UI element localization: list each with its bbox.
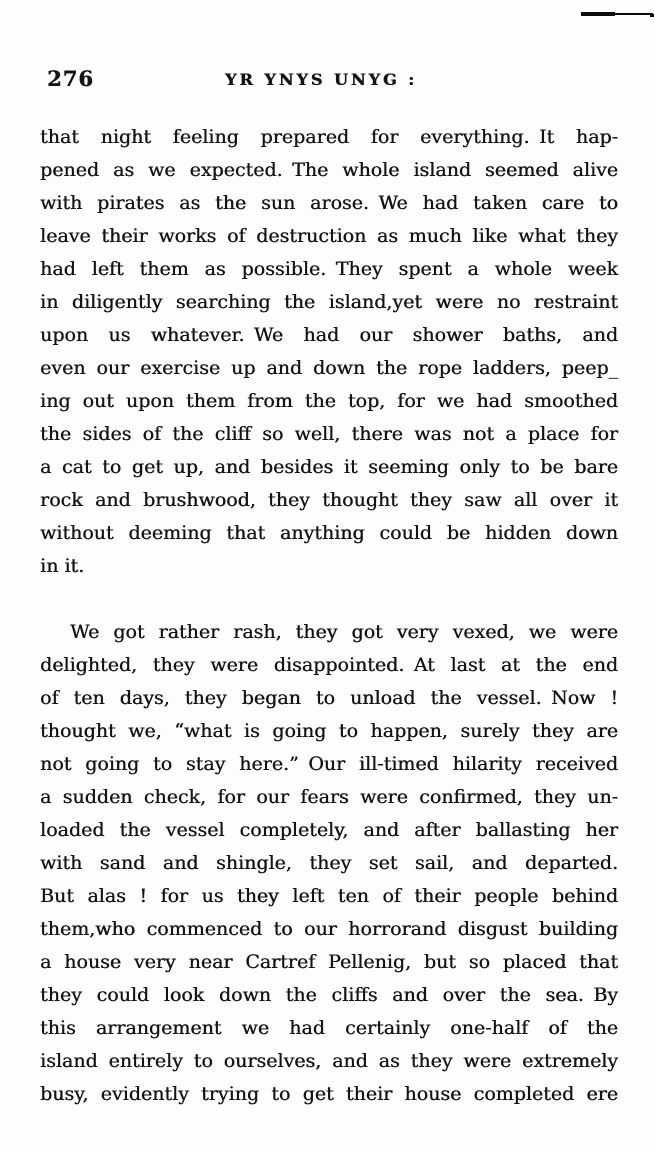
text-line: rock and brushwood, they thought they saw all over it (40, 489, 618, 511)
text-line: thought we, “what is going to happen, surely they are (40, 720, 618, 742)
text-line: We got rather rash, they got very vexed, we were (70, 621, 618, 643)
text-line: not going to stay here.” Our ill-timed hilarity received (40, 753, 618, 775)
text-line: the sides of the cliff so well, there was not a place for (40, 423, 618, 445)
text-line: with sand and shingle, they set sail, and departed. (40, 852, 618, 874)
text-line: island entirely to ourselves, and as they were extremely (40, 1050, 618, 1072)
text-line: with pirates as the sun arose. We had taken care to (40, 192, 618, 214)
text-line: that night feeling prepared for everything. It hap- (40, 126, 618, 148)
text-line: without deeming that anything could be hidden down (40, 522, 618, 544)
text-line: of ten days, they began to unload the vessel. Now ! (40, 687, 618, 709)
text-line: a sudden check, for our fears were confirmed, they un- (40, 786, 618, 808)
scan-artifact-line (581, 11, 655, 19)
text-line: leave their works of destruction as much like what they (40, 225, 618, 247)
text-line: in it. (40, 555, 85, 577)
text-line: they could look down the cliffs and over the sea. By (40, 984, 618, 1006)
paragraph-1 (40, 121, 618, 583)
text-line: pened as we expected. The whole island seemed alive (40, 159, 618, 181)
text-line: had left them as possible. They spent a whole week (40, 258, 618, 280)
text-line: in diligently searching the island,yet were no restraint (40, 291, 618, 313)
text-line: delighted, they were disappointed. At last at the end (40, 654, 618, 676)
scan-artifact-segment (609, 13, 653, 15)
text-line: a cat to get up, and besides it seeming only to be bare (40, 456, 618, 478)
text-line: them,who commenced to our horrorand disgust building (40, 918, 618, 940)
scan-artifact-segment (650, 14, 654, 17)
page-body (40, 121, 618, 1111)
text-line: loaded the vessel completely, and after ballasting her (40, 819, 618, 841)
text-line: a house very near Cartref Pellenig, but so placed that (40, 951, 618, 973)
text-line: this arrangement we had certainly one-half of the (40, 1017, 618, 1039)
text-line: upon us whatever. We had our shower baths, and (40, 324, 618, 346)
running-head: YR YNYS UNYG : (224, 70, 418, 89)
paragraph-2 (40, 616, 618, 1111)
text-line: But alas ! for us they left ten of their people behind (40, 885, 618, 907)
text-line: ing out upon them from the top, for we had smoothed (40, 390, 618, 412)
page-header (40, 64, 618, 96)
text-line: even our exercise up and down the rope ladders, peep_ (40, 357, 618, 379)
page-number: 276 (47, 66, 94, 91)
text-line: busy, evidently trying to get their house completed ere (40, 1083, 618, 1105)
